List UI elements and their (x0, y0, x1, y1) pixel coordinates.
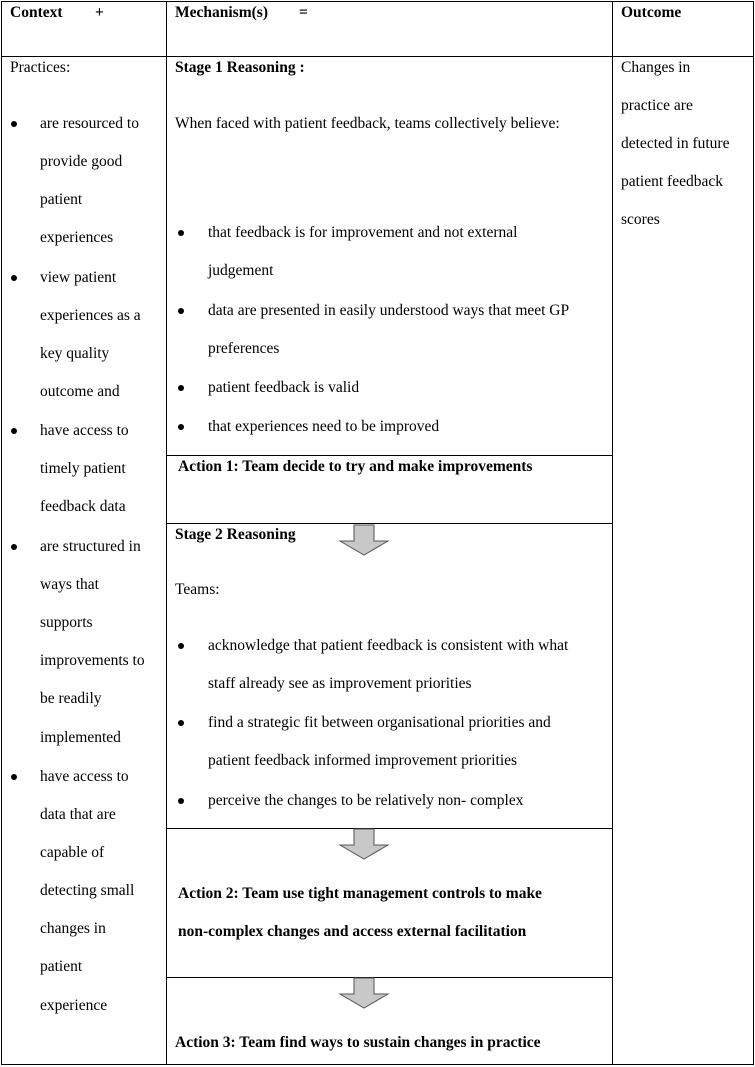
list-item: patient (40, 958, 83, 975)
list-item: feedback data (40, 498, 126, 515)
context-bullet (11, 544, 17, 550)
list-item: perceive the changes to be relatively non- complex (208, 792, 524, 809)
list-item: capable of (40, 844, 105, 861)
header-outcome: Outcome (621, 4, 682, 21)
list-item: data are presented in easily understood ways that meet GP (208, 302, 570, 319)
header-plus: + (95, 4, 104, 21)
list-item: experiences as a (40, 307, 141, 324)
list-item: that experiences need to be improved (208, 418, 440, 435)
list-item: are resourced to (40, 115, 139, 132)
action1-stage2-divider (166, 523, 612, 524)
stage1-title: Stage 1 Reasoning : (175, 59, 305, 76)
list-item: experience (40, 997, 108, 1014)
context-bullet (11, 275, 17, 281)
context-bullet (11, 121, 17, 127)
stage1-bullet (178, 424, 184, 430)
header-row-border (1, 56, 754, 57)
outcome-line: patient feedback (621, 173, 723, 190)
list-item: changes in (40, 920, 106, 937)
down-arrow-shape (340, 978, 388, 1008)
stage1-bullet (178, 308, 184, 314)
list-item: staff already see as improvement priorities (208, 675, 472, 692)
list-item: judgement (208, 262, 274, 279)
stage1-intro: When faced with patient feedback, teams collectively believe: (175, 115, 560, 132)
list-item: timely patient (40, 460, 126, 477)
stage2-title: Stage 2 Reasoning (175, 526, 296, 543)
outcome-line: scores (621, 211, 660, 228)
action3-text: Action 3: Team find ways to sustain changes in practice (175, 1034, 541, 1051)
stage2-action2-divider (166, 828, 612, 829)
stage2-bullet (178, 798, 184, 804)
table-bottom-border (1, 1064, 754, 1065)
table-left-border (1, 1, 2, 1065)
list-item: supports (40, 614, 93, 631)
header-context: Context (10, 4, 63, 21)
stage2-bullet (178, 643, 184, 649)
context-intro: Practices: (10, 59, 71, 76)
stage1-bullet (178, 385, 184, 391)
list-item: view patient (40, 269, 117, 286)
list-item: outcome and (40, 383, 120, 400)
list-item: experiences (40, 229, 114, 246)
action2-line: Action 2: Team use tight management controls to make (178, 885, 542, 902)
header-equals: = (299, 4, 308, 21)
down-arrow-icon (339, 524, 389, 556)
list-item: detecting small (40, 882, 135, 899)
stage2-intro: Teams: (175, 581, 220, 598)
list-item: that feedback is for improvement and not external (208, 224, 518, 241)
mechanism-outcome-divider (612, 1, 613, 1065)
outcome-line: detected in future (621, 135, 730, 152)
down-arrow-icon (339, 977, 389, 1009)
action1-text: Action 1: Team decide to try and make improvements (178, 458, 533, 475)
action2-line: non-complex changes and access external facilitation (178, 923, 527, 940)
list-item: patient feedback is valid (208, 379, 360, 396)
action2-action3-divider (166, 977, 612, 978)
down-arrow-icon (339, 828, 389, 860)
list-item: are structured in (40, 538, 141, 555)
outcome-line: practice are (621, 97, 693, 114)
list-item: be readily (40, 690, 102, 707)
list-item: have access to (40, 422, 129, 439)
down-arrow-shape (340, 525, 388, 555)
list-item: provide good (40, 153, 123, 170)
context-bullet (11, 774, 17, 780)
header-mechanisms: Mechanism(s) (175, 4, 268, 21)
stage2-bullet (178, 720, 184, 726)
list-item: key quality (40, 345, 110, 362)
table-top-border (1, 1, 754, 2)
list-item: patient feedback informed improvement priorities (208, 752, 518, 769)
list-item: acknowledge that patient feedback is consistent with what (208, 637, 569, 654)
list-item: improvements to (40, 652, 145, 669)
list-item: find a strategic fit between organisational priorities and (208, 714, 551, 731)
list-item: implemented (40, 729, 121, 746)
context-bullet (11, 428, 17, 434)
list-item: data that are (40, 806, 116, 823)
table-right-border (753, 1, 754, 1065)
list-item: preferences (208, 340, 280, 357)
list-item: have access to (40, 768, 129, 785)
down-arrow-shape (340, 829, 388, 859)
context-mechanism-divider (166, 1, 167, 1065)
list-item: patient (40, 191, 83, 208)
list-item: ways that (40, 576, 99, 593)
stage1-bullet (178, 230, 184, 236)
outcome-line: Changes in (621, 59, 691, 76)
stage1-action1-divider (166, 455, 612, 456)
